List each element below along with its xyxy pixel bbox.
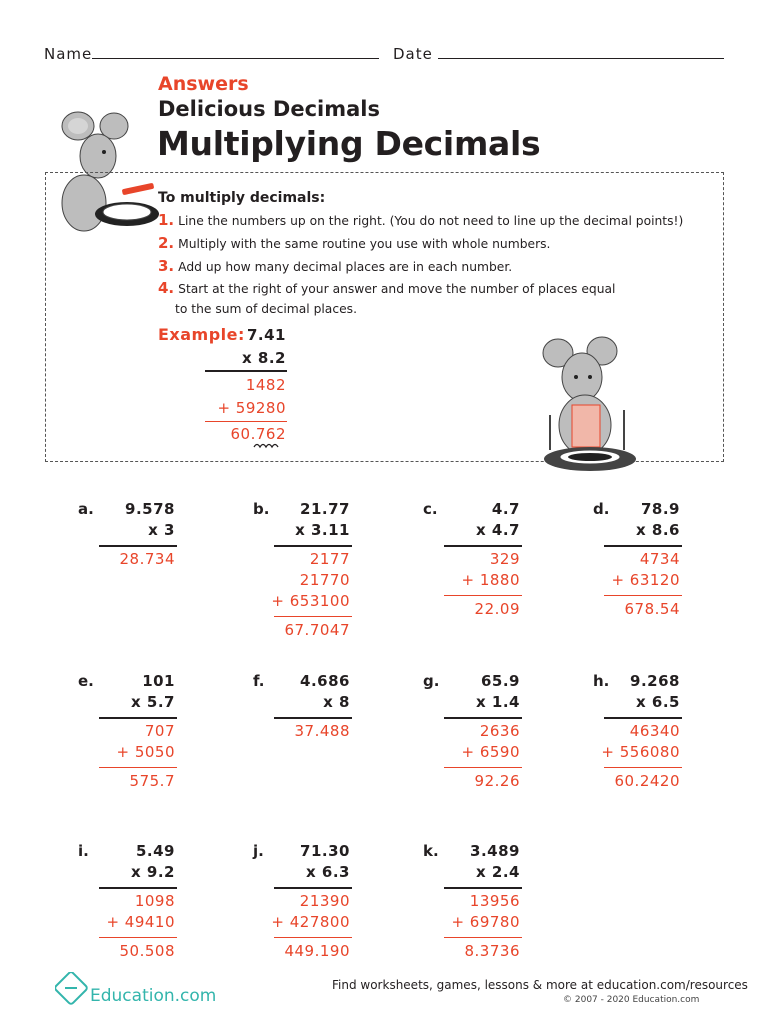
problem-answer: 678.54 [624, 600, 680, 618]
example-label: Example: [158, 325, 245, 344]
problem-label: c. [423, 500, 438, 518]
problem-partial-product: + 49410 [106, 913, 175, 931]
problem-answer: 60.2420 [614, 772, 680, 790]
problem-sum-rule [604, 767, 682, 768]
decimal-move-arrows-icon [252, 441, 286, 451]
problem-rule [604, 545, 682, 547]
problem-partial-product: + 63120 [611, 571, 680, 589]
problem-label: i. [78, 842, 89, 860]
problem-top-number: 4.686 [300, 672, 350, 690]
problem-partial-product: + 427800 [271, 913, 350, 931]
problem-top-number: 9.268 [630, 672, 680, 690]
step-3 [158, 256, 512, 277]
problem-multiplier: x 8.6 [636, 521, 680, 539]
problem-sum-rule [274, 616, 352, 617]
problem-rule [604, 717, 682, 719]
problem-multiplier: x 4.7 [476, 521, 520, 539]
problem-label: d. [593, 500, 610, 518]
problem-multiplier: x 2.4 [476, 863, 520, 881]
date-label: Date [393, 45, 433, 63]
problem-partial-product: + 5050 [116, 743, 175, 761]
step-text: Start at the right of your answer and move the number of places equal [178, 282, 616, 296]
problem-sum-rule [99, 937, 177, 938]
problem-top-number: 9.578 [125, 500, 175, 518]
problem-top-number: 4.7 [491, 500, 520, 518]
problem-rule [274, 887, 352, 889]
instructions-intro: To multiply decimals: [158, 190, 326, 206]
problem-top-number: 71.30 [300, 842, 350, 860]
problem-multiplier: x 6.3 [306, 863, 350, 881]
step-text: Line the numbers up on the right. (You do not need to line up the decimal points!) [178, 214, 684, 228]
problem-top-number: 78.9 [640, 500, 680, 518]
problem-top-number: 21.77 [300, 500, 350, 518]
problem-sum-rule [444, 767, 522, 768]
example-answer: 60.762 [230, 425, 286, 443]
example-partial-1: 1482 [245, 376, 286, 394]
problem-top-number: 3.489 [470, 842, 520, 860]
example-partial-2: + 59280 [217, 399, 286, 417]
problem-rule [99, 545, 177, 547]
problem-label: a. [78, 500, 94, 518]
step-text: Add up how many decimal places are in each number. [178, 260, 513, 274]
problem-label: k. [423, 842, 439, 860]
example-top: 7.41 [246, 326, 286, 344]
problem-partial-product: + 556080 [601, 743, 680, 761]
problem-label: b. [253, 500, 270, 518]
problem-answer: 92.26 [474, 772, 520, 790]
problem-top-number: 5.49 [135, 842, 175, 860]
step-4 [158, 278, 615, 319]
resources-text[interactable]: Find worksheets, games, lessons & more at education.com/resources [332, 978, 748, 992]
problem-answer: 50.508 [119, 942, 175, 960]
problem-label: j. [253, 842, 264, 860]
step-2 [158, 233, 550, 254]
problem-label: f. [253, 672, 265, 690]
problem-sum-rule [274, 937, 352, 938]
problem-partial-product: + 653100 [271, 592, 350, 610]
problem-partial-product: 46340 [629, 722, 680, 740]
problem-partial-product: 2636 [479, 722, 520, 740]
problem-partial-product: 21390 [299, 892, 350, 910]
step-1 [158, 210, 683, 231]
example-multiplier: x 8.2 [242, 349, 286, 367]
education-logo-icon [55, 972, 89, 1006]
problem-partial-product: 329 [489, 550, 520, 568]
step-number: 2. [158, 234, 175, 252]
problem-multiplier: x 6.5 [636, 693, 680, 711]
problem-partial-product: + 1880 [461, 571, 520, 589]
date-line[interactable] [438, 58, 724, 59]
problem-multiplier: x 9.2 [131, 863, 175, 881]
problem-rule [444, 717, 522, 719]
problem-answer: 37.488 [294, 722, 350, 740]
page-title: Multiplying Decimals [157, 124, 541, 163]
problem-label: h. [593, 672, 610, 690]
problem-partial-product: 1098 [134, 892, 175, 910]
problem-rule [274, 545, 352, 547]
problem-partial-product: + 6590 [461, 743, 520, 761]
problem-rule [99, 717, 177, 719]
problem-partial-product: 13956 [469, 892, 520, 910]
subtitle: Delicious Decimals [158, 97, 380, 121]
problem-sum-rule [99, 767, 177, 768]
problem-partial-product: 21770 [299, 571, 350, 589]
problem-sum-rule [444, 937, 522, 938]
problem-rule [99, 887, 177, 889]
problem-partial-product: + 69780 [451, 913, 520, 931]
problem-partial-product: 707 [144, 722, 175, 740]
name-label: Name [44, 45, 93, 63]
step-text: Multiply with the same routine you use with whole numbers. [178, 237, 551, 251]
problem-partial-product: 4734 [639, 550, 680, 568]
problem-answer: 575.7 [129, 772, 175, 790]
step-number: 3. [158, 257, 175, 275]
problem-top-number: 101 [142, 672, 175, 690]
mouse-with-fork-illustration [530, 335, 660, 475]
problem-multiplier: x 5.7 [131, 693, 175, 711]
copyright-text: © 2007 - 2020 Education.com [563, 995, 700, 1005]
problem-sum-rule [604, 595, 682, 596]
problem-partial-product: 2177 [309, 550, 350, 568]
problem-answer: 8.3736 [464, 942, 520, 960]
problem-multiplier: x 3.11 [295, 521, 350, 539]
problem-rule [444, 545, 522, 547]
problem-multiplier: x 8 [323, 693, 350, 711]
name-line[interactable] [92, 58, 379, 59]
problem-answer: 449.190 [284, 942, 350, 960]
problem-rule [444, 887, 522, 889]
answers-heading: Answers [158, 73, 249, 95]
problem-answer: 28.734 [119, 550, 175, 568]
problem-label: g. [423, 672, 440, 690]
step-text-cont: to the sum of decimal places. [175, 302, 357, 316]
education-logo-text[interactable]: Education.com [90, 986, 217, 1006]
problem-multiplier: x 3 [148, 521, 175, 539]
problem-sum-rule [444, 595, 522, 596]
problem-rule [274, 717, 352, 719]
example-rule [205, 370, 287, 372]
problem-label: e. [78, 672, 94, 690]
problem-answer: 22.09 [474, 600, 520, 618]
step-number: 1. [158, 211, 175, 229]
example-rule-2 [205, 421, 287, 422]
problem-multiplier: x 1.4 [476, 693, 520, 711]
problem-top-number: 65.9 [480, 672, 520, 690]
problem-answer: 67.7047 [284, 621, 350, 639]
step-number: 4. [158, 279, 175, 297]
